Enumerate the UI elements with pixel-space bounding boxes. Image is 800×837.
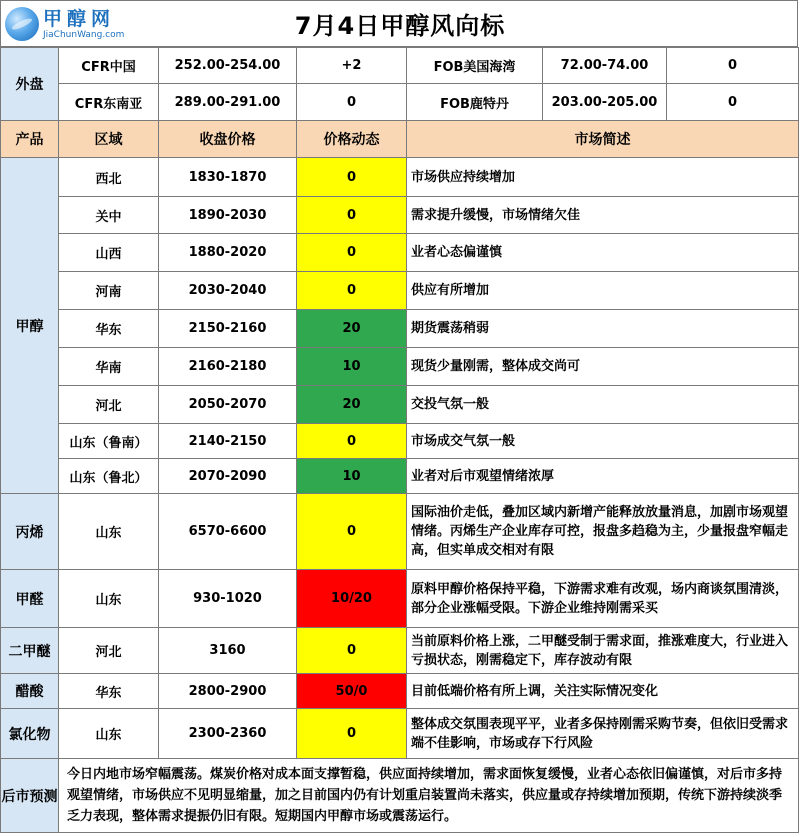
change-cell: 0 [297,272,407,310]
logo-domain: JiaChunWang.com [43,30,125,40]
table-row [1,386,799,424]
overseas-label: 外盘 [1,48,59,121]
change-cell: 0 [297,494,407,570]
region-cell: 关中 [59,197,159,234]
region-cell: 华东 [59,310,159,348]
change-cell: 10 [297,348,407,386]
header-change: 价格动态 [297,121,407,158]
change-cell: 0 [297,234,407,272]
forecast-row [1,759,799,833]
summary-cell: 当前原料价格上涨，二甲醚受制于需求面，推涨难度大，行业进入亏损状态，刚需稳定下，库存波动有限 [407,628,799,674]
overseas-price: 203.00-205.00 [543,84,667,121]
price-cell: 2070-2090 [159,459,297,494]
summary-cell: 市场供应持续增加 [407,158,799,197]
change-cell: 10/20 [297,570,407,628]
region-cell: 山东 [59,494,159,570]
overseas-change: 0 [667,48,799,84]
change-cell: 0 [297,628,407,674]
table-row [1,234,799,272]
overseas-price: 72.00-74.00 [543,48,667,84]
forecast-label: 后市预测 [1,759,59,833]
product-cell: 醋酸 [1,674,59,709]
summary-cell: 需求提升缓慢，市场情绪欠佳 [407,197,799,234]
table-row [1,628,799,674]
product-cell: 甲醛 [1,570,59,628]
price-cell: 1880-2020 [159,234,297,272]
region-cell: 河北 [59,628,159,674]
logo-brand: 甲醇网 [43,8,116,30]
header-region: 区域 [59,121,159,158]
price-table [0,47,799,833]
change-cell: 20 [297,310,407,348]
table-row [1,197,799,234]
summary-cell: 现货少量刚需，整体成交尚可 [407,348,799,386]
region-cell: 山东 [59,570,159,628]
region-cell: 山东（鲁北） [59,459,159,494]
region-cell: 西北 [59,158,159,197]
change-cell: 0 [297,197,407,234]
price-cell: 2160-2180 [159,348,297,386]
overseas-change: +2 [297,48,407,84]
region-cell: 河北 [59,386,159,424]
overseas-row [1,48,799,84]
table-row [1,424,799,459]
summary-cell: 业者心态偏谨慎 [407,234,799,272]
title-bar [0,0,798,47]
summary-cell: 交投气氛一般 [407,386,799,424]
header-product: 产品 [1,121,59,158]
price-cell: 2050-2070 [159,386,297,424]
product-cell: 二甲醚 [1,628,59,674]
overseas-price: 289.00-291.00 [159,84,297,121]
table-row [1,674,799,709]
summary-cell: 期货震荡稍弱 [407,310,799,348]
summary-cell: 供应有所增加 [407,272,799,310]
table-row [1,494,799,570]
change-cell: 10 [297,459,407,494]
change-cell: 0 [297,709,407,759]
price-cell: 3160 [159,628,297,674]
header-price: 收盘价格 [159,121,297,158]
summary-cell: 目前低端价格有所上调，关注实际情况变化 [407,674,799,709]
change-cell: 0 [297,158,407,197]
price-cell: 2150-2160 [159,310,297,348]
overseas-price: 252.00-254.00 [159,48,297,84]
change-cell: 50/0 [297,674,407,709]
table-row [1,709,799,759]
forecast-text: 今日内地市场窄幅震荡。煤炭价格对成本面支撑暂稳，供应面持续增加，需求面恢复缓慢，业者心态依旧偏谨慎，对后市多持观望情绪，市场供应不见明显缩量，加之目前国内仍有计划重启装置尚未落实，供应量或存持续增加预期，传统下游持续淡季乏力表现，整体需求提振仍旧有限。短期国内甲醇市场或震荡运行。 [59,759,799,833]
price-cell: 2800-2900 [159,674,297,709]
summary-cell: 整体成交氛围表现平平，业者多保持刚需采购节奏，但依旧受需求端不佳影响，市场或存下行风险 [407,709,799,759]
price-cell: 2030-2040 [159,272,297,310]
column-header-row [1,121,799,158]
table-row [1,570,799,628]
product-cell: 甲醇 [1,158,59,494]
overseas-market: CFR东南亚 [59,84,159,121]
overseas-row [1,84,799,121]
region-cell: 山西 [59,234,159,272]
table-row [1,158,799,197]
summary-cell: 原料甲醇价格保持平稳，下游需求难有改观，场内商谈氛围清淡，部分企业涨幅受限。下游企业维持刚需采买 [407,570,799,628]
change-cell: 20 [297,386,407,424]
overseas-market: FOB鹿特丹 [407,84,543,121]
change-cell: 0 [297,424,407,459]
region-cell: 河南 [59,272,159,310]
table-row [1,348,799,386]
header-summary: 市场简述 [407,121,799,158]
price-cell: 1830-1870 [159,158,297,197]
region-cell: 华东 [59,674,159,709]
region-cell: 山东（鲁南） [59,424,159,459]
product-cell: 丙烯 [1,494,59,570]
table-row [1,310,799,348]
table-row [1,272,799,310]
region-cell: 山东 [59,709,159,759]
price-cell: 2140-2150 [159,424,297,459]
region-cell: 华南 [59,348,159,386]
product-cell: 氯化物 [1,709,59,759]
summary-cell: 国际油价走低，叠加区域内新增产能释放放量消息，加剧市场观望情绪。丙烯生产企业库存可控，报盘多趋稳为主，少量报盘窄幅走高，但实单成交相对有限 [407,494,799,570]
overseas-change: 0 [667,84,799,121]
overseas-market: FOB美国海湾 [407,48,543,84]
overseas-market: CFR中国 [59,48,159,84]
summary-cell: 市场成交气氛一般 [407,424,799,459]
table-row [1,459,799,494]
price-cell: 6570-6600 [159,494,297,570]
summary-cell: 业者对后市观望情绪浓厚 [407,459,799,494]
price-cell: 930-1020 [159,570,297,628]
overseas-change: 0 [297,84,407,121]
page-title: 7月4日甲醇风向标 [294,12,506,40]
price-cell: 1890-2030 [159,197,297,234]
price-cell: 2300-2360 [159,709,297,759]
